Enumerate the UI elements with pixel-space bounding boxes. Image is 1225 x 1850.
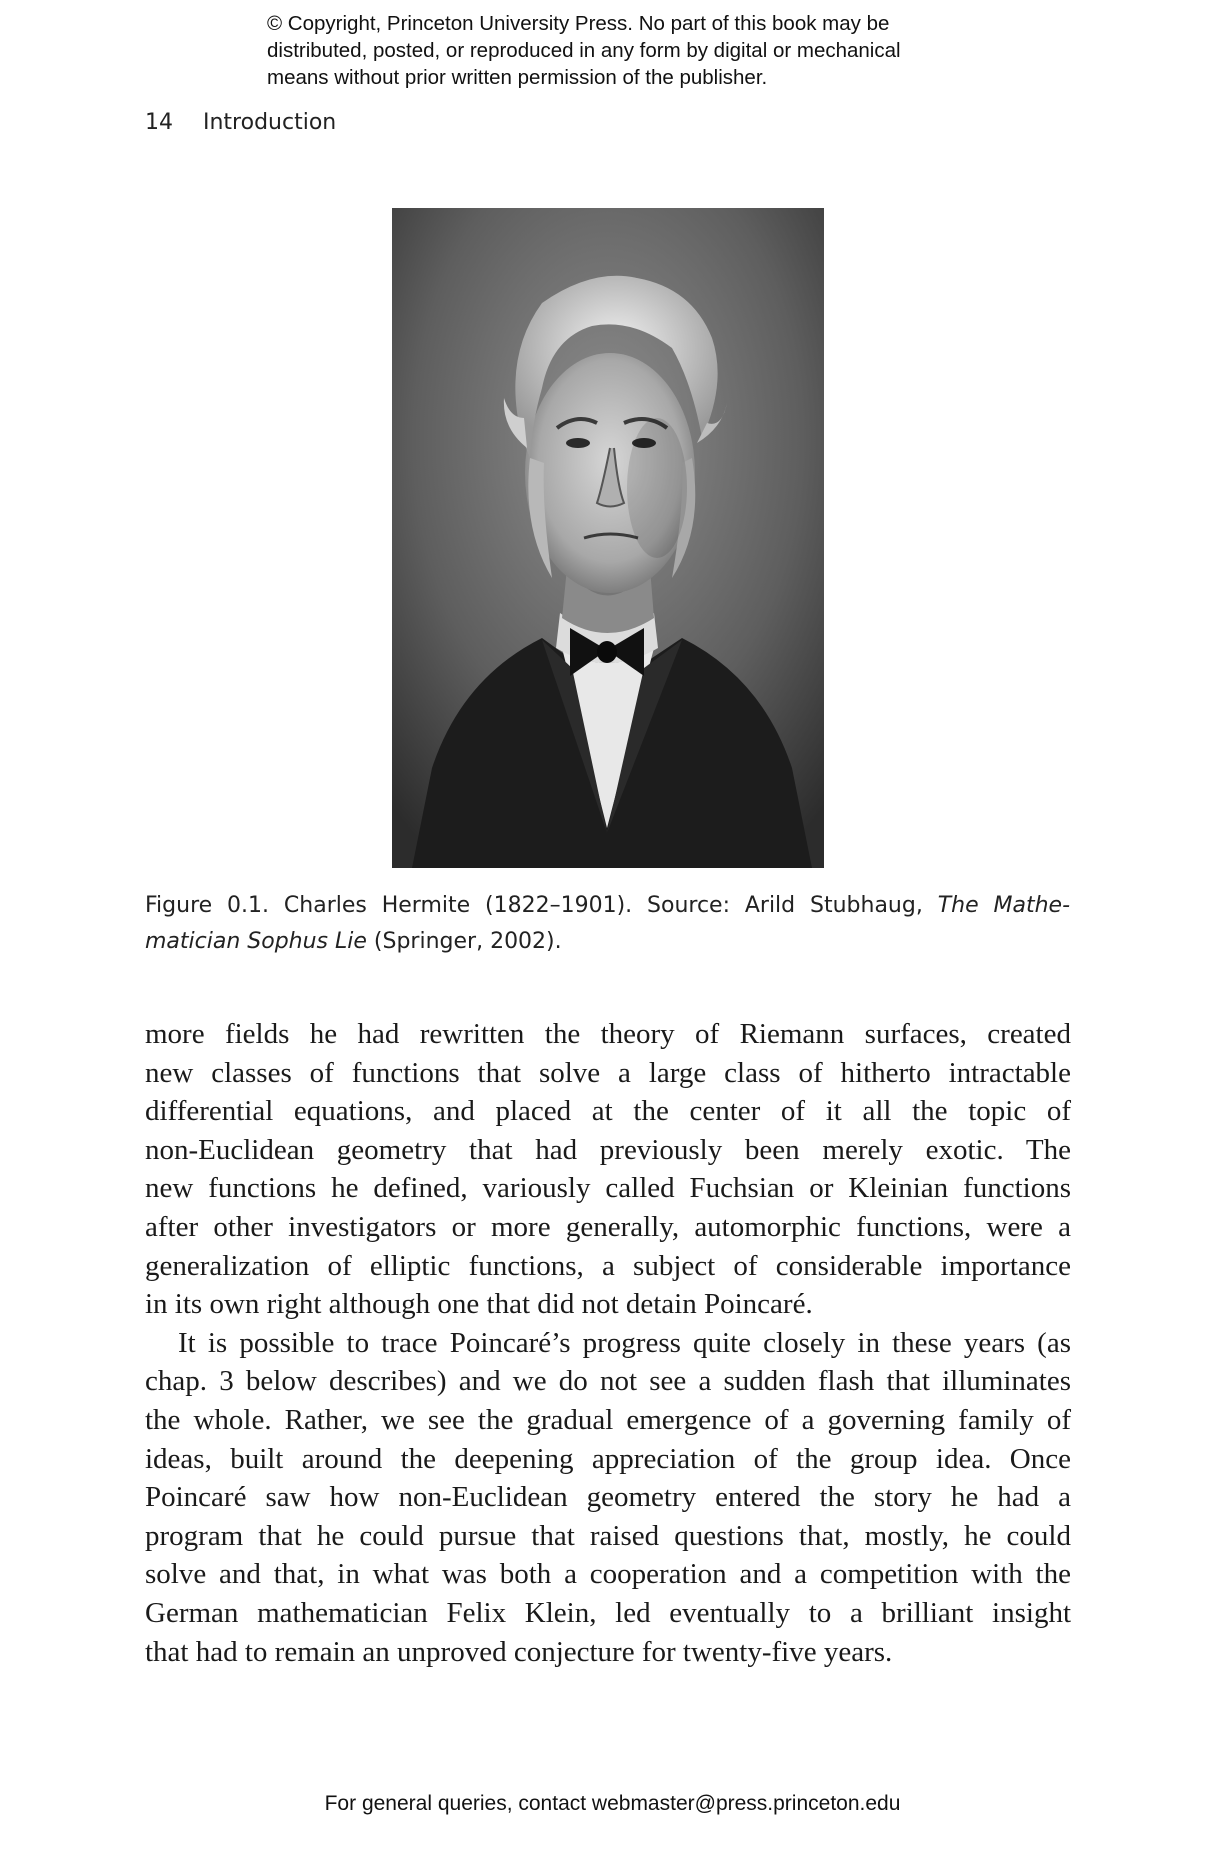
body-line: that had to remain an unproved conjecture for twenty-five years. bbox=[145, 1635, 893, 1668]
figure-caption bbox=[145, 888, 1070, 960]
copyright-notice bbox=[267, 10, 1027, 91]
body-line: program that he could pursue that raised questions that, mostly, he could bbox=[145, 1519, 1071, 1552]
body-line: in its own right although one that did not detain Poincaré. bbox=[145, 1288, 813, 1321]
footer-contact: For general queries, contact webmaster@press.princeton.edu bbox=[324, 1792, 901, 1815]
copyright-line: means without prior written permission of the publisher. bbox=[267, 66, 768, 89]
body-line: Poincaré saw how non-Euclidean geometry entered the story he had a bbox=[145, 1481, 1071, 1514]
caption-line bbox=[145, 888, 1070, 924]
section-title: Introduction bbox=[203, 110, 337, 135]
body-line: after other investigators or more generally, automorphic functions, were a bbox=[145, 1210, 1071, 1243]
caption-text: Charles Hermite (1822–1901). Source: Arild Stubhaug, bbox=[283, 893, 923, 918]
body-line: solve and that, in what was both a cooperation and a competition with the bbox=[145, 1558, 1071, 1591]
copyright-line: distributed, posted, or reproduced in any form by digital or mechanical bbox=[267, 39, 901, 62]
body-line: non-Euclidean geometry that had previously been merely exotic. The bbox=[145, 1133, 1071, 1166]
caption-book-title: matician Sophus Lie bbox=[145, 929, 367, 954]
body-line: It is possible to trace Poincaré’s progress quite closely in these years (as bbox=[178, 1326, 1071, 1359]
caption-line bbox=[145, 924, 1070, 960]
running-head bbox=[145, 110, 336, 135]
body-line: ideas, built around the deepening appreciation of the group idea. Once bbox=[145, 1442, 1071, 1475]
caption-text: (Springer, 2002). bbox=[373, 929, 562, 954]
portrait-photo bbox=[392, 208, 824, 868]
body-line: chap. 3 below describes) and we do not see a sudden flash that illuminates bbox=[145, 1365, 1071, 1398]
body-line: more fields he had rewritten the theory of Riemann surfaces, created bbox=[145, 1018, 1071, 1050]
body-line: the whole. Rather, we see the gradual emergence of a governing family of bbox=[145, 1403, 1071, 1436]
body-line: German mathematician Felix Klein, led eventually to a brilliant insight bbox=[145, 1596, 1071, 1629]
portrait-figure bbox=[392, 208, 824, 868]
caption-label: Figure 0.1. bbox=[145, 893, 270, 918]
copyright-line: © Copyright, Princeton University Press. No part of this book may be bbox=[267, 12, 890, 35]
body-line: new classes of functions that solve a large class of hitherto intractable bbox=[145, 1056, 1071, 1089]
body-text bbox=[145, 1015, 1071, 1671]
body-line: differential equations, and placed at the center of it all the topic of bbox=[145, 1095, 1071, 1128]
page-number: 14 bbox=[145, 110, 173, 135]
body-line: generalization of elliptic functions, a subject of considerable importance bbox=[145, 1249, 1071, 1282]
body-line: new functions he defined, variously called Fuchsian or Kleinian functions bbox=[145, 1172, 1071, 1205]
caption-book-title: The Mathe- bbox=[937, 893, 1071, 918]
